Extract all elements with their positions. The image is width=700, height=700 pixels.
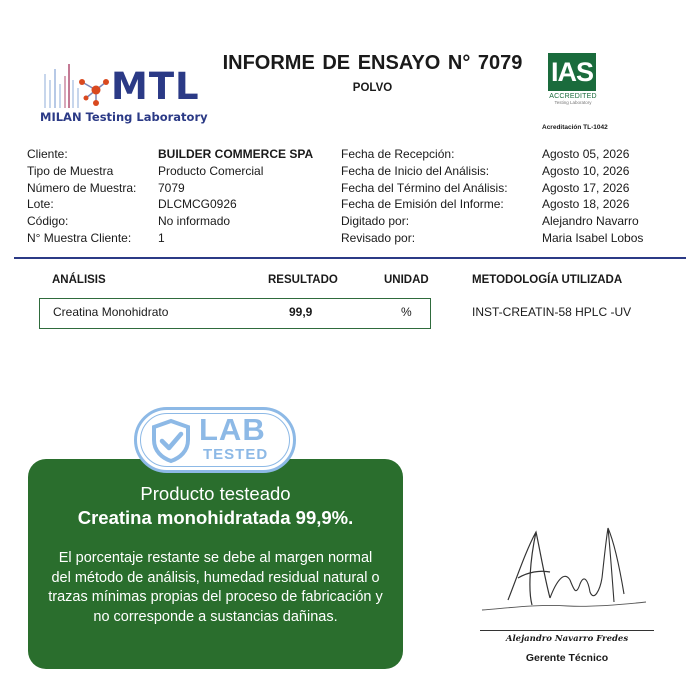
reception-date-value: Agosto 05, 2026 (542, 147, 630, 161)
end-date-value: Agosto 17, 2026 (542, 180, 630, 195)
report-subtitle: POLVO (352, 82, 393, 94)
reception-date-label: Fecha de Recepción: (341, 147, 455, 161)
issue-date-label: Fecha de Emisión del Informe: (341, 197, 504, 212)
reviewed-by-value: Maria Isabel Lobos (542, 230, 644, 245)
handwritten-signature (478, 520, 648, 620)
code-value: No informado (158, 214, 231, 229)
sample-type-value: Producto Comercial (158, 163, 264, 178)
tested-text: TESTED (203, 446, 269, 463)
unit-cell: % (401, 305, 412, 319)
end-date-label: Fecha del Término del Análisis: (341, 180, 508, 195)
reviewed-by-label: Revisado por: (341, 230, 416, 245)
analysis-header: ANÁLISIS (52, 274, 106, 286)
start-date-label: Fecha de Inicio del Análisis: (341, 163, 490, 178)
client-sample-value: 1 (158, 230, 165, 245)
divider (14, 257, 686, 259)
start-date-value: Agosto 10, 2026 (542, 163, 630, 178)
lot-label: Lote: (27, 197, 54, 212)
sample-number-value: 7079 (158, 180, 185, 195)
client-labels (27, 146, 136, 247)
client-label: Cliente: (27, 147, 68, 161)
logo-name: MTL (111, 65, 200, 108)
signatory-role: Gerente Técnico (525, 652, 609, 664)
check-shield-icon (148, 418, 194, 464)
client-sample-label: N° Muestra Cliente: (27, 230, 132, 245)
client-values (158, 146, 313, 247)
signature-line (480, 630, 654, 631)
code-label: Código: (27, 214, 69, 229)
lab-text: LAB (199, 412, 266, 447)
date-labels (341, 146, 508, 247)
tested-line1: Producto testeado (140, 483, 291, 504)
analysis-cell: Creatina Monohidrato (53, 305, 169, 319)
date-values (542, 146, 643, 247)
client-value: BUILDER COMMERCE SPA (158, 147, 314, 161)
report-title: INFORME DE ENSAYO N° 7079 (222, 52, 523, 74)
ias-accredited-text: ACCREDITED (549, 93, 597, 100)
typed-by-value: Alejandro Navarro (542, 214, 639, 229)
ias-badge-text: IAS (548, 53, 596, 91)
lot-value: DLCMCG0926 (158, 197, 237, 212)
logo-subtitle: MILAN Testing Laboratory (40, 110, 208, 124)
signatory-name: Alejandro Navarro Fredes (505, 634, 629, 644)
ias-testing-text: Testing Laboratory (554, 100, 592, 105)
method-cell: INST-CREATIN-58 HPLC -UV (472, 305, 632, 319)
molecule-icon (38, 60, 118, 112)
unit-header: UNIDAD (384, 274, 429, 286)
accreditation-label: Acreditación TL-1042 (542, 124, 608, 131)
sample-number-label: Número de Muestra: (27, 180, 137, 195)
typed-by-label: Digitado por: (341, 214, 410, 229)
issue-date-value: Agosto 18, 2026 (542, 197, 630, 212)
sample-type-label: Tipo de Muestra (27, 163, 114, 178)
ias-accreditation-badge (548, 53, 598, 109)
method-header: METODOLOGÍA UTILIZADA (472, 274, 623, 286)
result-header: RESULTADO (268, 274, 338, 286)
mtl-logo (38, 60, 208, 130)
tested-line2: Creatina monohidratada 99,9%. (77, 507, 354, 528)
tested-body-text: El porcentaje restante se debe al margen normal del método de análisis, humedad residual natural o trazas mínimas propias del proceso de fabricación y no corresponde a sustancias dañinas. (48, 550, 383, 625)
result-cell: 99,9 (289, 305, 313, 319)
